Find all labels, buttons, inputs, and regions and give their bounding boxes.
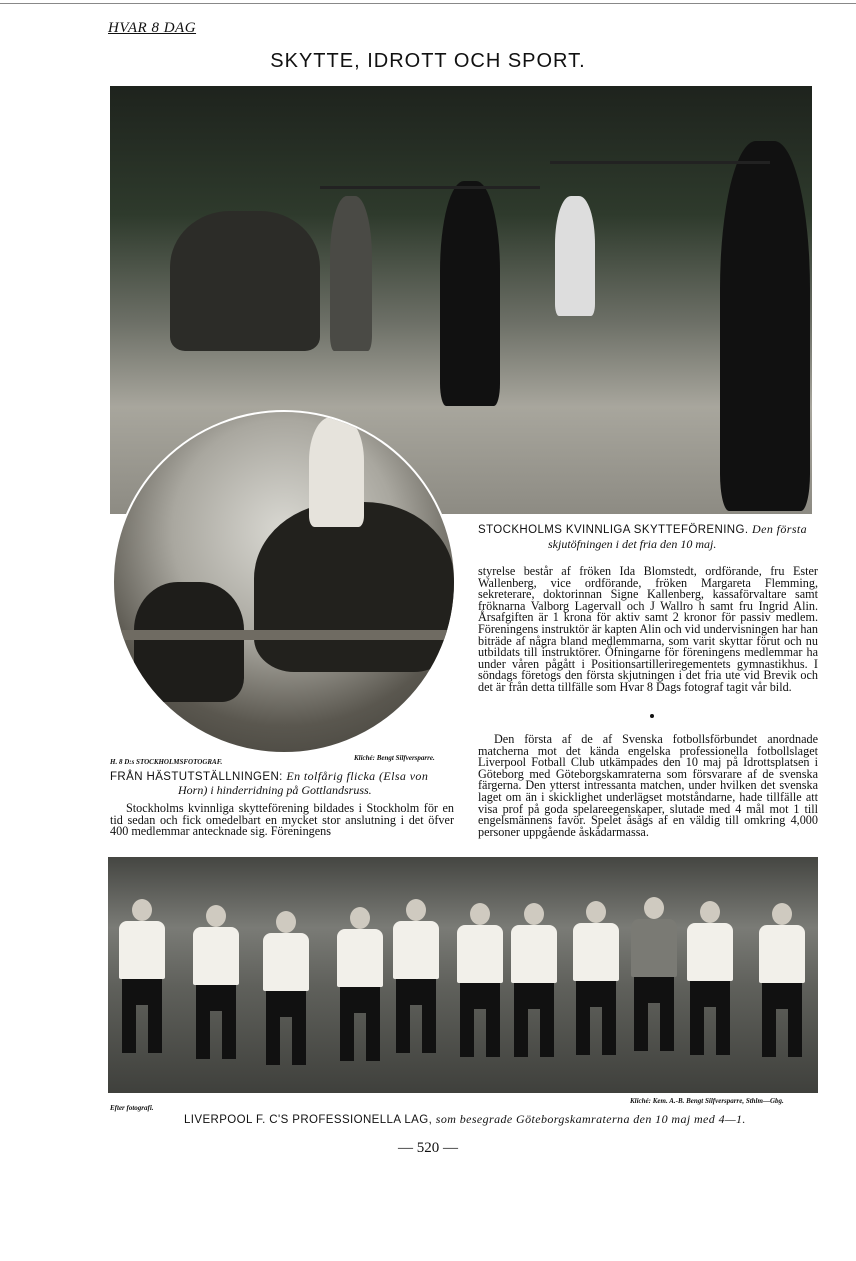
team-caption-italic: som besegrade Göteborgskamraterna den 10 maj med 4—1. bbox=[435, 1112, 746, 1126]
rider-girl bbox=[309, 417, 364, 527]
rifle bbox=[550, 161, 770, 164]
player bbox=[266, 911, 306, 1065]
liverpool-team-photo bbox=[108, 857, 818, 1093]
team-photo-credit: Efter fotografi. bbox=[110, 1104, 154, 1112]
masthead: HVAR 8 DAG bbox=[108, 20, 197, 36]
shooter-figure bbox=[330, 196, 372, 351]
pony bbox=[134, 582, 244, 702]
shooter-figure bbox=[720, 141, 810, 511]
spectator-group bbox=[170, 211, 320, 351]
section-title: SKYTTE, IDROTT OCH SPORT. bbox=[270, 50, 586, 72]
player bbox=[196, 905, 236, 1059]
shooting-caption-italic: Den första bbox=[752, 522, 808, 536]
hurdle bbox=[114, 630, 454, 640]
horse-caption-italic-2: Horn) i hinderridning på Gottlandsruss. bbox=[178, 783, 372, 797]
player bbox=[340, 907, 380, 1061]
player bbox=[460, 903, 500, 1057]
right-column bbox=[478, 566, 818, 694]
top-rule bbox=[0, 3, 856, 4]
goalkeeper bbox=[634, 897, 674, 1051]
shooting-caption-italic-2: skjutöfningen i det fria den 10 maj. bbox=[548, 537, 717, 551]
right-column-football bbox=[478, 734, 818, 838]
player bbox=[122, 899, 162, 1053]
team-cliche-credit: Kliché: Kem. A.-B. Bengt Silfversparre, Sthlm—Gbg. bbox=[630, 1097, 784, 1105]
shooter-figure bbox=[555, 196, 595, 316]
horse-caption-italic: En tolfårig flicka (Elsa von bbox=[286, 769, 429, 783]
player bbox=[514, 903, 554, 1057]
player bbox=[762, 903, 802, 1057]
horse-show-photo bbox=[112, 410, 456, 754]
left-column bbox=[110, 803, 454, 838]
page-number: — 520 — bbox=[398, 1140, 458, 1156]
horse-caption-caps: FRÅN HÄSTUTSTÄLLNINGEN: bbox=[110, 771, 283, 783]
pony bbox=[254, 502, 454, 672]
article-paragraph: styrelse består af fröken Ida Blomstedt, ordförande, fru Ester Wallenberg, vice ordförande, fröken Margareta Flemming, sekreterare, doktorinnan Signe Kallenberg, kassaförvaltare samt fröknarna Valborg Lagervall och J Wallro h samt fru Ingrid Alin. Årsafgiften är 1 krona för aktiv samt 2 kronor för passiv medlem. Föreningens instruktör är kapten Alin och vid undervisningen har han biträde af några bland medlemmarna, som varit skyttar förut och nu utbildats till instruktörer. Öfningarne för föreningens medlemmar ha under våren pågått i Positionsartilleriregementets gymnastikhus. I söndags företogs den första skjutningen i det fria ute vid Brevik och det är från detta tillfälle som Hvar 8 Dags fotograf tagit vår bild. bbox=[478, 564, 818, 694]
shooter-figure bbox=[440, 181, 500, 406]
article-paragraph: Den första af de af Svenska fotbollsförbundet anordnade matcherna mot det kända engelska professionella fotbollslaget Liverpool Fotball Club utkämpades den 10 maj på Idrottsplatsen i Göteborg med Göteborgskamraterna som försvarare af de svenska färgerna. Den ytterst intressanta matchen, under hvilken det svenska laget om än i skicklighet underlägset motståndarne, hade tillfälle att visa prof på goda spelareegenskaper, slutade med 4 mål mot 1 till engelsmännens favör. Spelet åsågs af en väldig till omkring 4,000 personer uppgående åskådarmassa. bbox=[478, 732, 818, 839]
photo-credit: H. 8 D:s STOCKHOLMSFOTOGRAF. bbox=[110, 758, 223, 766]
rifle bbox=[320, 186, 540, 189]
team-caption-caps: LIVERPOOL F. C'S PROFESSIONELLA LAG, bbox=[184, 1114, 433, 1126]
player bbox=[576, 901, 616, 1055]
divider-dot bbox=[650, 714, 654, 718]
shooting-caption-caps: STOCKHOLMS KVINNLIGA SKYTTEFÖRENING. bbox=[478, 524, 749, 536]
player bbox=[690, 901, 730, 1055]
player bbox=[396, 899, 436, 1053]
article-paragraph: Stockholms kvinnliga skytteförening bildades i Stockholm för en tid sedan och fick omedelbart en mycket stor anslutning i det öfver 400 medlemmar antecknade sig. Föreningens bbox=[110, 801, 454, 839]
cliche-credit: Kliché: Bengt Silfversparre. bbox=[354, 754, 435, 762]
